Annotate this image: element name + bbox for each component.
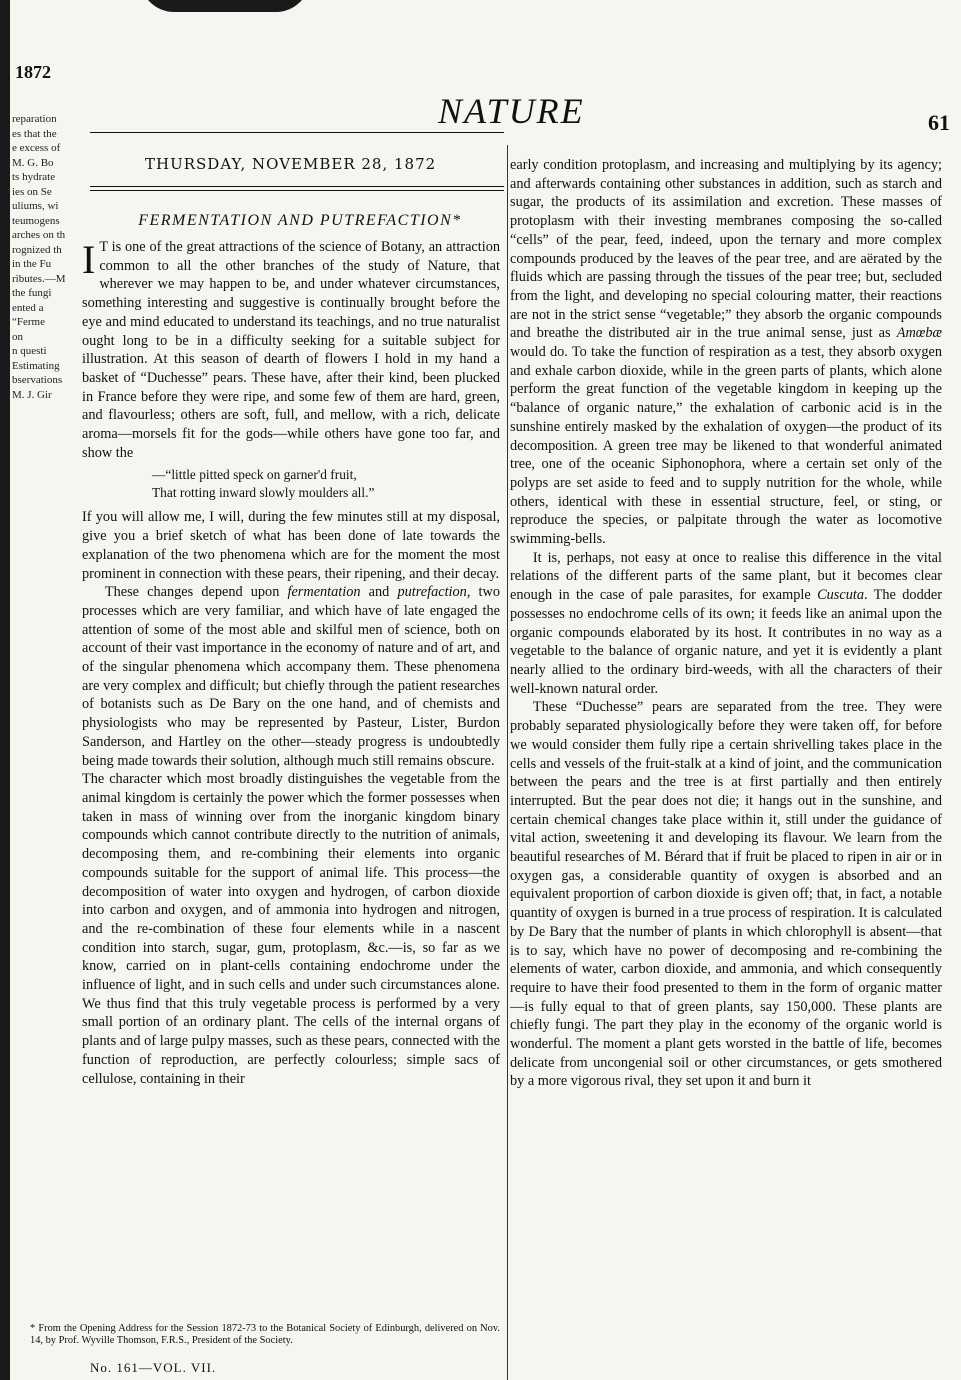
- margin-fragment: reparation: [12, 113, 57, 125]
- column-divider: [507, 145, 508, 1380]
- margin-fragment: uliums, wi: [12, 200, 59, 212]
- page-number: 61: [928, 110, 950, 135]
- header-rule: [90, 132, 504, 133]
- masthead: NATURE: [438, 91, 585, 131]
- issue-date: THURSDAY, NOVEMBER 28, 1872: [145, 155, 437, 173]
- date-rule-top: [90, 186, 504, 187]
- margin-fragment: in the Fu: [12, 258, 52, 270]
- margin-fragment: e excess of: [12, 142, 61, 154]
- margin-fragment: on: [12, 330, 23, 343]
- paragraph-kingdoms: The character which most broadly distinguishes the vegetable from the animal kingdom is certainly the power which the former possesses when taken in mass of winning over from the inorganic kingdom binary compounds which cannot contribute directly to the nutrition of animals, decomposing them, and re-combining their elements into organic compounds suitable for the support of animal life. This process—the decomposition of water into oxygen and hydrogen, of carbon dioxide into carbon and oxygen, and of ammonia into hydrogen and nitrogen, and the re-combination of these four elements while in a nascent condition into starch, sugar, gum, protoplasm, &c.—is, so far as we know, carried on in plant-cells containing endochrome under the influence of light, and in such cells and under such circumstances alone. We thus find that this truly vegetable process is performed by a very small portion of an ordinary plant. The cells of the internal organs of plants and of large pulpy masses, such as these pears, connected with the function of reproduction, are perfectly colourless; simple sacs of cellulose, containing in their: [82, 771, 500, 1087]
- margin-fragment: M. G. Bo: [12, 156, 54, 169]
- right-column: [510, 156, 942, 1091]
- term-fermentation: fermentation: [287, 584, 361, 601]
- paragraph-intro-text: T is one of the great attractions of the science of Botany, an attraction common to all the other branches of the study of Nature, that wherever we may happen to be, and under whatever circumstances, something interesting and suggestive is continually brought before the eye and mind educated to understand its teachings, and no true naturalist ought long to be in a difficulty seeking for a suitable subject for illustration. At this season of dearth of flowers I hold in my hand a basket of “Duchesse” pears. These have, after their kind, been plucked in France before they were ripe, and some few of them are hard, green, and flavourless; others are soft, full, and mellow, with a rich, delicate aroma—morsels fit for the gods—while others have gone too far, and show the: [82, 239, 500, 461]
- r1-text-b: would do. To take the function of respiration as a test, they absorb oxygen and exhale carbon dioxide, while in the green parts of plants, which alone perform the great function of the vegetable kingdom in keeping up the “balance of organic nature,” the exhalation of carbonic acid is in the sunshine entirely masked by the exhalation of oxygen—the product of its decomposition. A green tree may be likened to that wonderful animated tree, one of the oceanic Siphonophora, where a certain set only of the polyps are set aside to feed and to supply nutrition for the whole, while others, identical with these in essential structure, feel, or sting, or reproduce the species, or palpitate through the water as locomotive swimming-bells.: [510, 344, 942, 548]
- term-putrefaction: putrefaction: [397, 584, 467, 601]
- r2-text-b: . The dodder possesses no endochrome cells of its own; it feeds like an animal upon the organic compounds elaborated by its host. It contributes in no way as a vegetable to the balance of organic nature, and yet it is evidently a plant nearly allied to the ordinary bird-weeds, with all the characters of their well-known natural order.: [510, 587, 942, 697]
- r1-text-a: early condition protoplasm, and increasing and multiplying by its agency; and afterwards containing other substances in addition, such as starch and sugar, the products of its assimilation and excretion. These masses of protoplasm with their investing membranes composing the so-called “cells” of the pear, feed, indeed, upon the ternary and more complex compounds produced by the leaves of the pear tree, and are aërated by the fluids which are passing through the tissues of the pear tree; but, secluded from the light, and developing no special colouring matter, their reactions are not in the strict sense “vegetable;” they absorb the organic compounds and breathe the distributed air in the true animal sense, just as: [510, 157, 942, 342]
- margin-fragment: teumogens: [12, 214, 60, 227]
- binding-edge: [0, 0, 10, 1380]
- verse-quote: [152, 466, 500, 502]
- term-cuscuta: Cuscuta: [817, 587, 864, 604]
- margin-fragment: n questi: [12, 345, 47, 357]
- margin-fragment: ts hydrate: [12, 171, 56, 183]
- drop-cap: I: [82, 237, 96, 282]
- paragraph-parasites: [510, 549, 942, 699]
- margin-fragment: the fungi: [12, 287, 52, 299]
- term-amoebae: Amœbæ: [896, 325, 942, 342]
- corner-year: , 1872: [6, 62, 51, 82]
- margin-fragment: arches on th: [12, 229, 66, 241]
- paragraph-protoplasm: [510, 156, 942, 549]
- article-title: FERMENTATION AND PUTREFACTION*: [138, 212, 462, 229]
- margin-fragment: ies on Se: [12, 185, 52, 198]
- paragraph-pears: These “Duchesse” pears are separated from the tree. They were probably separated physiologically before they were taken off, for before we would consider them fully ripe a certain shrivelling takes place in the cells and vessels of the fruit-stalk at a kind of joint, and the communication between the pears and the tree is at first partially and then entirely interrupted. But the pear does not die; it hangs out in the sunshine, and certain chemical changes take place within it, still under the guidance of vital action, sweetening it and developing its flavour. We learn from the beautiful researches of M. Bérard that if fruit be placed to ripen in air or in oxygen gas, a considerable quantity of oxygen is absorbed and an equivalent proportion of carbon dioxide is given off; that, in fact, a notable quantity of oxygen is burned in a true process of respiration. It is calculated by De Bary that the number of plants in which chlorophyll is absent—that is to say, which have no power of decomposing and re-combining the elements of water, carbon dioxide, and ammonia, and which consequently require to have their food presented to them in the form of organic matter—is fully equal to that of green plants, say 150,000. These plants are chiefly fungi. The part they play in the economy of the organic world is wonderful. The moment a plant gets worsted in the battle of life, becomes delicate from uncongenial soil or other circumstances, or gets smothered by a more vigorous rival, they set upon it and burn it: [510, 699, 942, 1090]
- ink-blot: [140, 0, 310, 12]
- margin-fragment: es that the: [12, 127, 57, 140]
- margin-fragment: rognized th: [12, 243, 62, 256]
- margin-fragment: ented a: [12, 301, 44, 314]
- footnote: * From the Opening Address for the Session 1872-73 to the Botanical Society of Edinburgh, delivered on Nov. 14, by Prof. Wyville Thomson, F.R.S., President of the Society.: [30, 1323, 500, 1346]
- paragraph-processes: [82, 583, 500, 770]
- p3-text-a: These changes depend upon: [104, 584, 288, 601]
- margin-fragment: Estimating: [12, 359, 60, 372]
- margin-fragment: “Ferme: [12, 316, 45, 328]
- r2-text-a: It is, perhaps, not easy at once to realise this difference in the vital relations of the different parts of the same plant, but it becomes clear enough in the case of pale parasites, for example: [510, 549, 942, 604]
- margin-fragment: M. J. Gir: [12, 388, 52, 401]
- p3-text-b: and: [360, 584, 398, 601]
- issue-number: No. 161—VOL. VII.: [90, 1360, 217, 1375]
- paragraph-sketch: If you will allow me, I will, during the few minutes still at my disposal, give you a brief sketch of what has been done of late towards the explanation of the two phenomena which are for the moment the most prominent in connection with these pears, their ripening, and their decay.: [82, 509, 500, 582]
- left-column: [82, 238, 500, 1088]
- p3-text-c: , two processes which are very familiar, and which have of late engaged the attention of some of the most able and skilful men of science, both on account of their vast importance in the economy of nature and of art, and of the singular phenomena which accompany them. These phenomena are very complex and difficult; but chiefly through the patient researches of botanists such as De Bary on the one hand, and of chemists and physiologists who may be represented by Pasteur, Lister, Burdon Sanderson, and Hartley on the other—steady progress is undoubtedly being made towards their solution, although much still remains obscure.: [82, 584, 500, 769]
- verse-line-2: That rotting inward slowly moulders all.”: [152, 485, 375, 501]
- margin-fragment: ributes.—M: [12, 272, 66, 285]
- date-rule-bottom: [90, 190, 504, 191]
- margin-fragment: bservations: [12, 374, 63, 386]
- paragraph-intro: [82, 238, 500, 462]
- verse-line-1: —“little pitted speck on garner'd fruit,: [152, 467, 357, 483]
